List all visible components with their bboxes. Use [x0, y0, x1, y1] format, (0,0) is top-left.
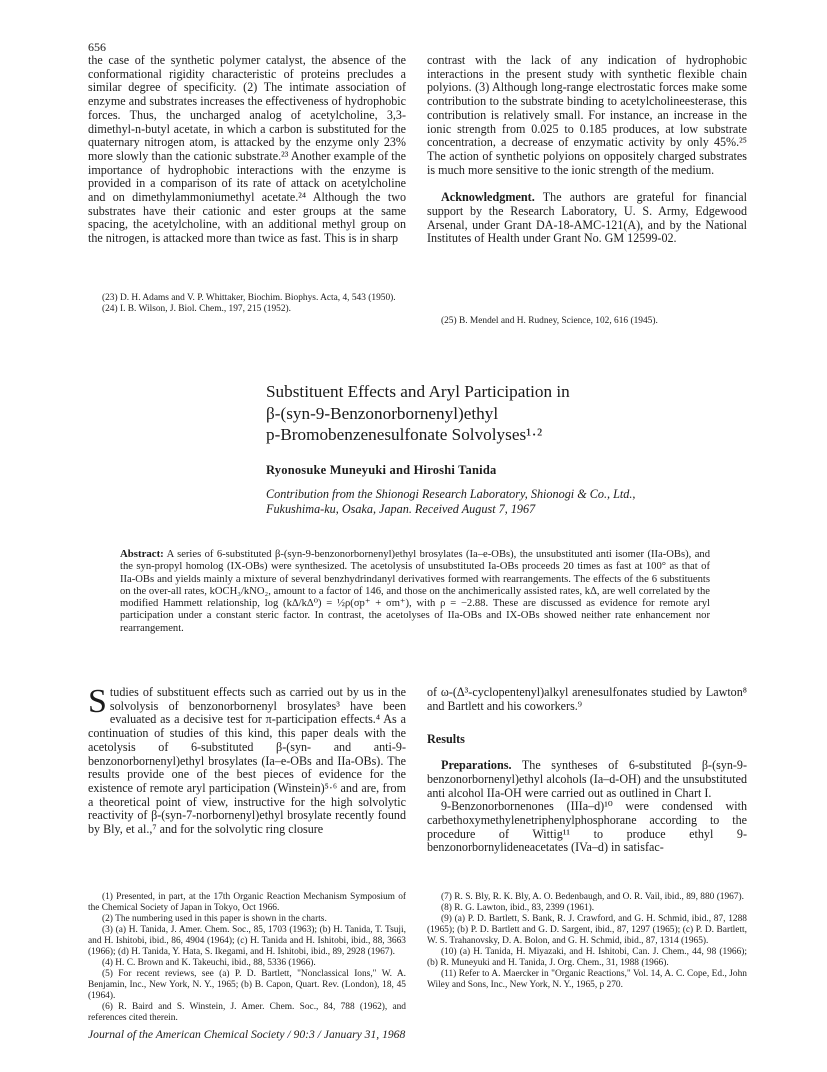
preparations-text: The syntheses of 6-substituted β-(syn-9-benzonorbornenyl)ethyl alcohols (Ia–d-OH) and the unsubstituted anti alcohol IIa-OH were carried out as outlined in Chart I. [427, 758, 747, 800]
footnote-24: (24) I. B. Wilson, J. Biol. Chem., 197, 215 (1952). [102, 304, 292, 314]
results-heading: Results [427, 732, 465, 747]
preparations-paragraph-2: 9-Benzonorbornenones (IIIa–d)¹⁰ were condensed with carbethoxymethylenetriphenylphosphorane according to the procedure of Wittig¹¹ to produce ethyl 9-benzonorbornylideneacetates (IVa–d) in satisfac- [427, 799, 747, 855]
top-left-footnotes [88, 293, 406, 315]
footnote-7: (7) R. S. Bly, R. K. Bly, A. O. Bedenbaugh, and O. R. Vail, ibid., 89, 880 (1967). [441, 892, 745, 902]
preparations-paragraph [427, 759, 747, 800]
acknowledgment-text: The authors are grateful for financial support by the Research Laboratory, U. S. Army, Edgewood Arsenal, under Grant DA-18-AMC-121(A), and by the National Institutes of Health under Grant No. GM 12599-02. [427, 190, 747, 246]
footnote-4: (4) H. C. Brown and K. Takeuchi, ibid., 88, 5336 (1966). [102, 958, 316, 968]
footnote-8: (8) R. G. Lawton, ibid., 83, 2399 (1961). [441, 903, 595, 913]
footnote-23: (23) D. H. Adams and V. P. Whittaker, Biochim. Biophys. Acta, 4, 543 (1950). [102, 293, 396, 303]
top-left-paragraph: the case of the synthetic polymer catalyst, the absence of the conformational rigidity characteristic of proteins precludes a similar degree of specificity. (2) The intimate association of enzyme and substrates increases the effectiveness of hydrophobic forces. Thus, the uncharged analog of acetylcholine, 3,3-dimethyl-n-butyl acetate, in which a carbon is substituted for the quaternary nitrogen atom, is attacked by the enzyme only 23% more slowly than the cationic substrate.²³ Another example of the importance of hydrophobic interactions with the enzyme is provided in a comparison of its rate of attack on acetylcholine and on dimethylammoniumethyl acetate.²⁴ Although the two substrates have their cationic and ester groups at the same spacing, the acetylcholine, with an additional methyl group on the nitrogen, is attacked more than twice as fast. This is in sharp [88, 53, 406, 246]
title-line-2: β-(syn-9-Benzonorbornenyl)ethyl [266, 403, 499, 423]
affiliation-line-1: Contribution from the Shionogi Research Laboratory, Shionogi & Co., Ltd., [266, 487, 636, 501]
intro-paragraph [88, 683, 406, 837]
journal-footer: Journal of the American Chemical Society / 90:3 / January 31, 1968 [88, 1028, 406, 1041]
footnote-3: (3) (a) H. Tanida, J. Amer. Chem. Soc., 85, 1703 (1963); (b) H. Tanida, T. Tsuji, and H. Ishitobi, ibid., 86, 4904 (1964); (c) H. Tanida and H. Ishitobi, ibid., 88, 3663 (1966); (d) H. Tanida, Y. Hata, S. Ikegami, and H. Ishitobi, ibid., 89, 2928 (1967). [88, 925, 406, 957]
preparations-heading: Preparations. [441, 758, 512, 773]
authors: Ryonosuke Muneyuki and Hiroshi Tanida [266, 463, 497, 477]
intro-text: tudies of substituent effects such as carried out by us in the solvolysis of benzonorbornenyl brosylates³ have been evaluated as a decisive test for π-participation effects.⁴ As a continuation of studies of this kind, this paper deals with the acetolysis of 6-substituted β-(syn- and anti-9-benzonorbornenyl)ethyl brosylates (Ia–e-OBs and IIa-OBs). The results provide one of the best pieces of evidence for the existence of remote aryl participation (Winstein)⁵·⁶ and are, from a theoretical point of view, instructive for the high solvolytic reactivity of β-(syn-7-norbornenyl)ethyl brosylate recently found by Bly, et al.,⁷ and for the solvolytic ring closure [88, 685, 406, 837]
page-number: 656 [88, 40, 106, 54]
top-left-body [88, 54, 406, 246]
footnote-2: (2) The numbering used in this paper is shown in the charts. [102, 914, 327, 924]
title-line-1: Substituent Effects and Aryl Participation in [266, 382, 570, 401]
affiliation-line-2: Fukushima-ku, Osaka, Japan. Received August 7, 1967 [266, 501, 536, 516]
footnote-9: (9) (a) P. D. Bartlett, S. Bank, R. J. Crawford, and G. H. Schmid, ibid., 87, 1288 (1965); (b) P. D. Bartlett and G. D. Sargent, ibid., 87, 1297 (1965); (c) P. D. Bartlett, W. S. Trahanovsky, D. A. Bolon, and G. H. Schmid, ibid., 87, 1314 (1965). [427, 914, 747, 946]
bottom-left-body [88, 683, 406, 837]
bottom-right-body [427, 686, 747, 855]
abstract-label: Abstract: [120, 548, 164, 560]
article-title [266, 381, 570, 446]
footnote-10: (10) (a) H. Tanida, H. Miyazaki, and H. Ishitobi, Can. J. Chem., 44, 98 (1966); (b) R. Muneyuki and H. Tanida, J. Org. Chem., 31, 1988 (1966). [427, 947, 747, 968]
footnote-11: (11) Refer to A. Maercker in "Organic Reactions," Vol. 14, A. C. Cope, Ed., John Wiley and Sons, Inc., New York, N. Y., 1965, p 270. [427, 969, 747, 990]
bottom-right-footnotes [427, 892, 747, 991]
title-line-3: p-Bromobenzenesulfonate Solvolyses¹·² [266, 425, 543, 444]
abstract-text: A series of 6-substituted β-(syn-9-benzonorbornenyl)ethyl brosylates (Ia–e-OBs), the unsubstituted anti isomer (IIa-OBs), and the syn-propyl homolog (IX-OBs) were synthesized. The acetolysis of unsubstituted Ia-OBs proceeds 20 times as fast at 100° as that of IIa-OBs and yields mainly a mixture of several benzhydrindanyl derivatives formed with rearrangements. The effects of the 6 substituents on the over-all rates, kOCH₃/kNO₂, amount to a factor of 146, and those on the anchimerically assisted rates, kΔ, are well correlated by the modified Hammett relationship, log (kΔ/kΔ⁰) = ½ρ(σp⁺ + σm⁺), with ρ = −2.88. These are discussed as evidence for remote aryl participation under a constant steric factor. In contrast, the acetolyses of IIa-OBs and IX-OBs showed neither rate enhancement nor rearrangement. [120, 549, 710, 634]
footnote-6: (6) R. Baird and S. Winstein, J. Amer. Chem. Soc., 84, 788 (1962), and references cited therein. [88, 1002, 406, 1023]
acknowledgment [427, 191, 747, 246]
continued-paragraph: of ω-(Δ³-cyclopentenyl)alkyl arenesulfonates studied by Lawton⁸ and Bartlett and his coworkers.⁹ [427, 685, 747, 713]
acknowledgment-heading: Acknowledgment. [441, 190, 535, 205]
dropcap-letter: S [88, 683, 107, 720]
bottom-left-footnotes [88, 892, 406, 1024]
footnote-1: (1) Presented, in part, at the 17th Organic Reaction Mechanism Symposium of the Chemical Society of Japan in Tokyo, Oct 1966. [88, 892, 406, 913]
top-right-footnote [427, 316, 747, 327]
footnote-5: (5) For recent reviews, see (a) P. D. Bartlett, "Nonclassical Ions," W. A. Benjamin, Inc., New York, N. Y., 1965; (b) B. Capon, Quart. Rev. (London), 18, 45 (1964). [88, 969, 406, 1001]
footnote-25: (25) B. Mendel and H. Rudney, Science, 102, 616 (1945). [441, 316, 658, 326]
top-right-paragraph: contrast with the lack of any indication of hydrophobic interactions in the present study with synthetic flexible chain polyions. (3) Although long-range electrostatic forces make some contribution to the substrate binding to acetylcholineesterase, this contribution is relatively small. For instance, an increase in the ionic strength from 0.025 to 0.185 produces, at low substrate concentration, a decrease of enzymatic activity by only 45%.²⁵ The action of synthetic polyions on oppositely charged substrates is much more sensitive to the ionic strength of the medium. [427, 53, 747, 177]
abstract [120, 548, 710, 635]
affiliation [266, 487, 635, 516]
top-right-body [427, 54, 747, 246]
